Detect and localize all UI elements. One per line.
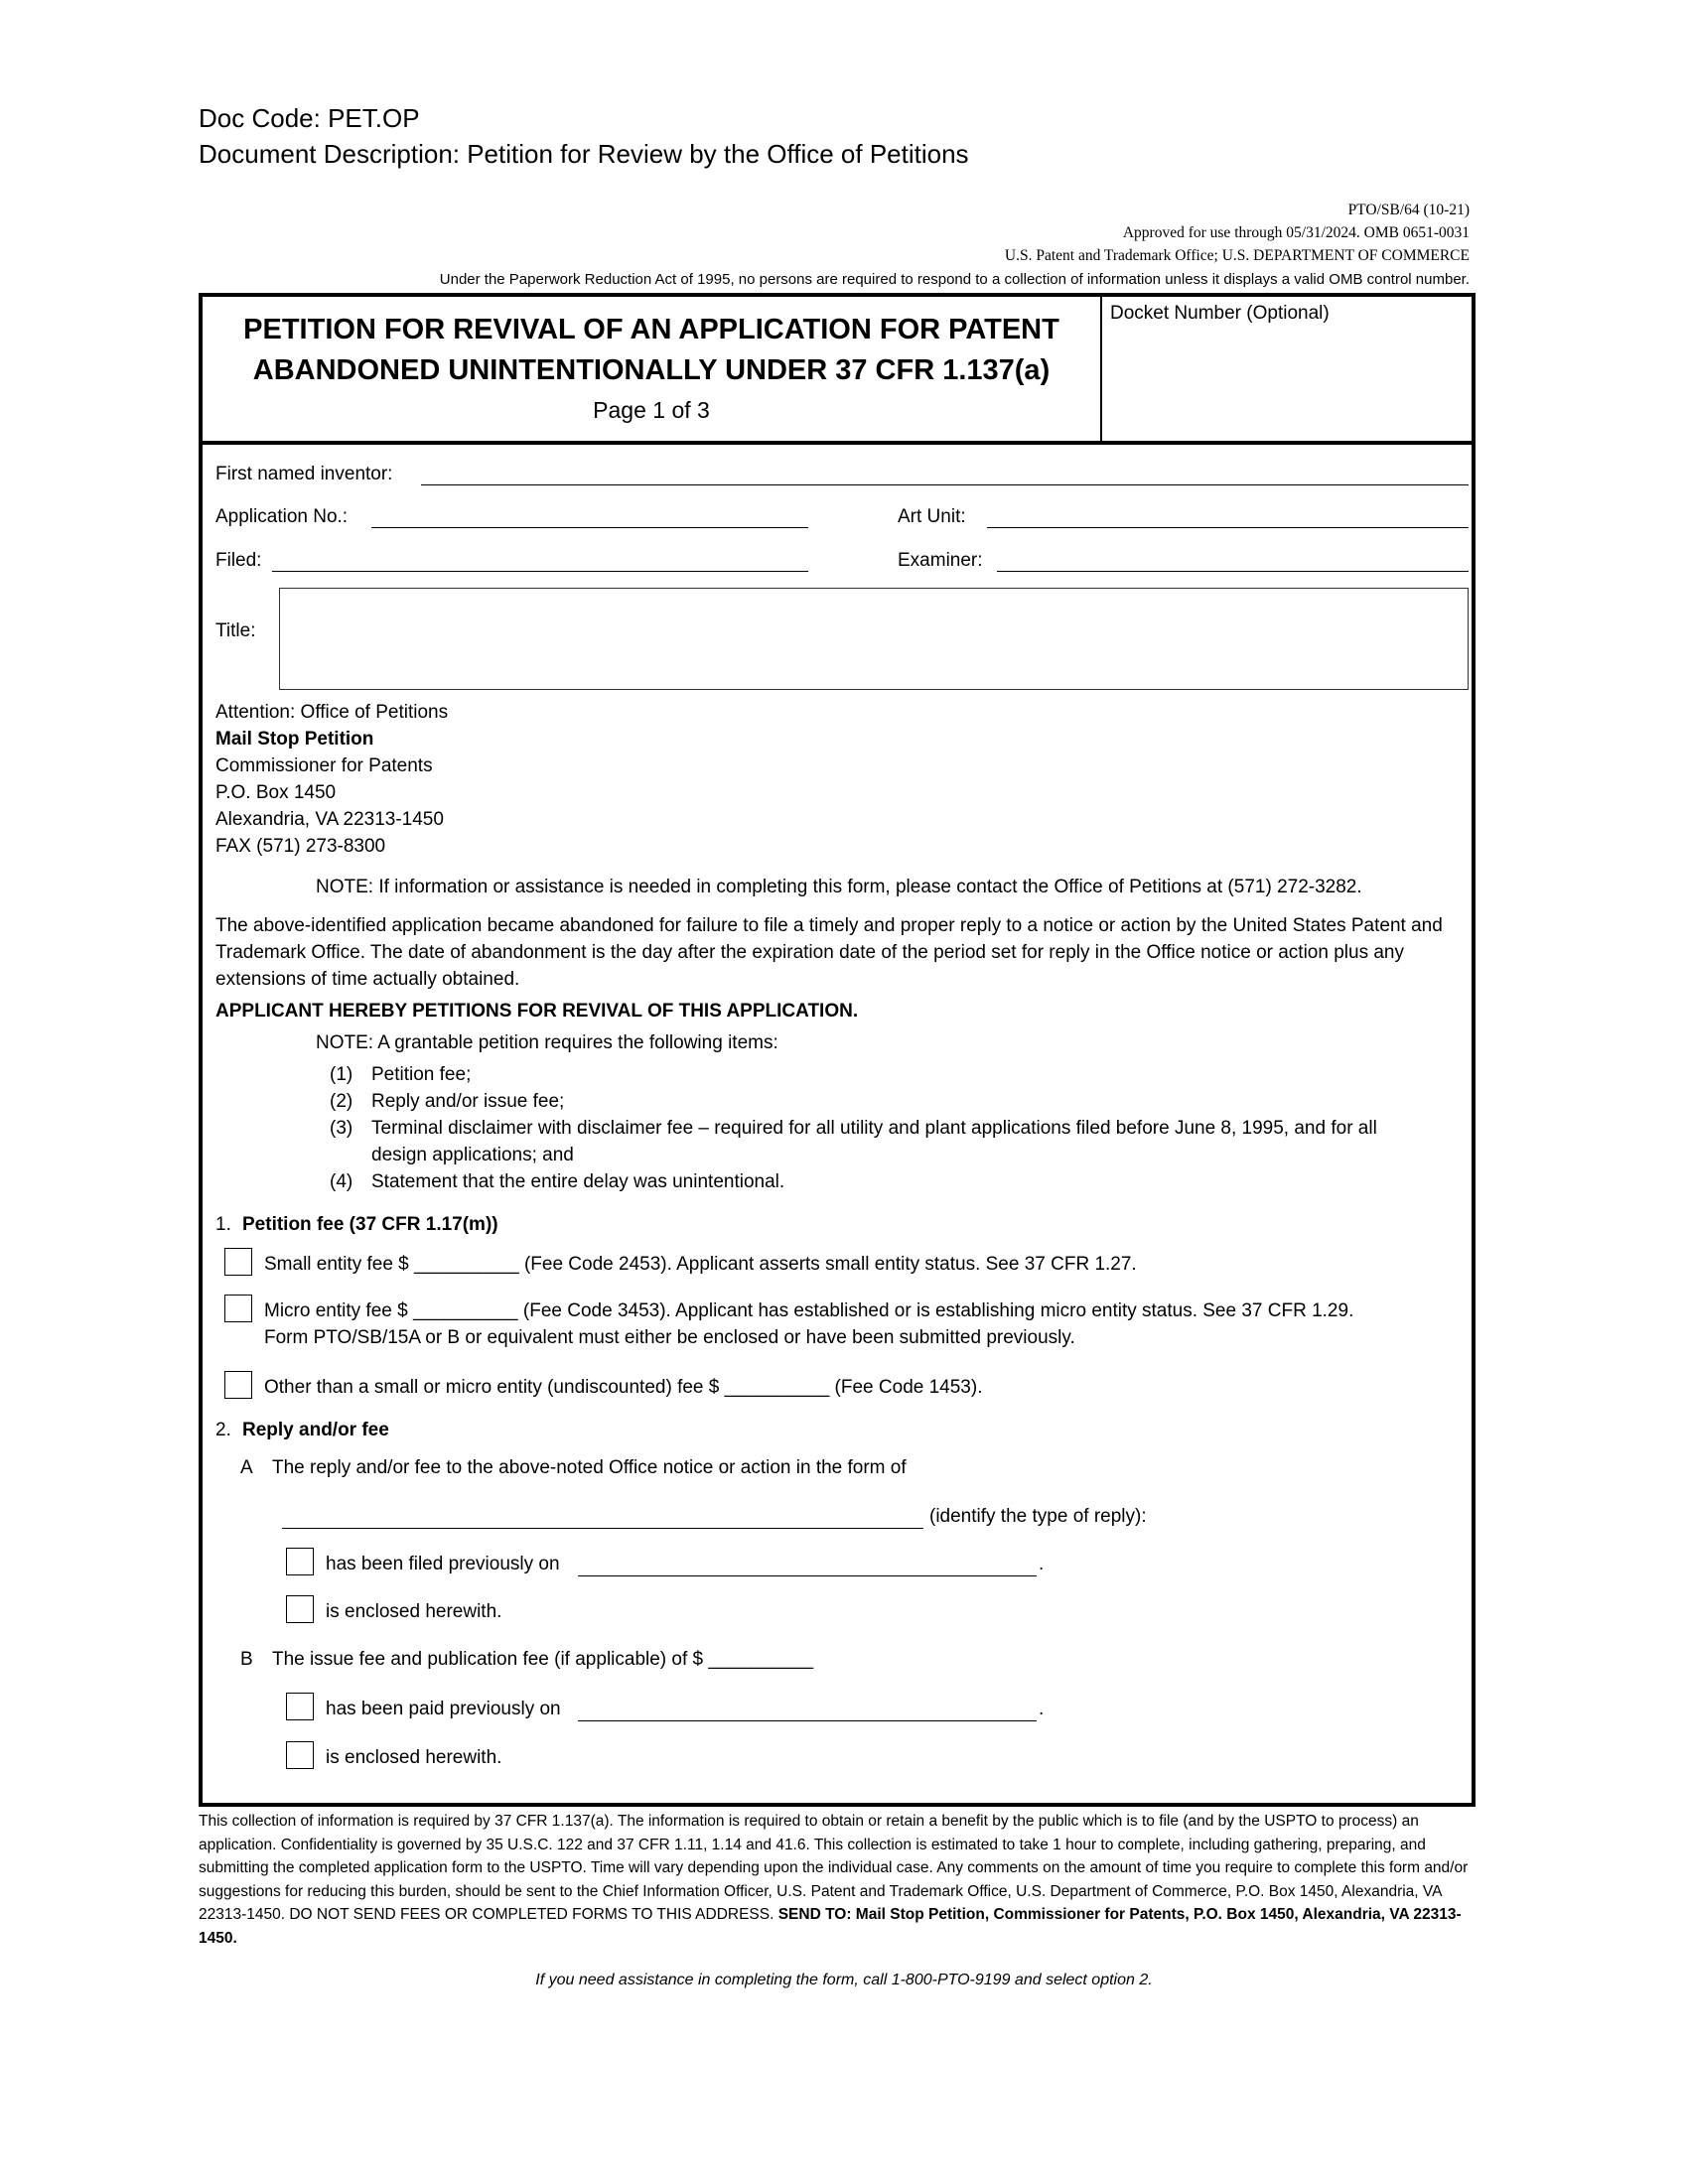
requirement-number: (2)	[330, 1091, 353, 1112]
reply-filed-checkbox[interactable]	[286, 1548, 314, 1575]
burden-text: This collection of information is required by 37 CFR 1.137(a). The information is required to obtain or retain a benefit by the public which is to file (and by the USPTO to process) an application. Confidentiality is governed by 35 U.S.C. 122 and 37 CFR 1.11, 1.14 and 41.6. This collection is estimated to take 1 hour to complete, including gathering, preparing, and submitting the completed application form to the USPTO. Time will vary depending upon the individual case. Any comments on the amount of time you require to complete this form and/or suggestions for reducing this burden, should be sent to the Chief Information Officer, U.S. Patent and Trademark Office, U.S. Department of Commerce, P.O. Box 1450, Alexandria, VA 22313-1450. DO NOT SEND FEES OR COMPLETED FORMS TO THIS ADDRESS.	[199, 1813, 1469, 1923]
art-unit-label: Art Unit:	[898, 506, 966, 527]
commissioner: Commissioner for Patents	[215, 755, 433, 776]
inventor-field[interactable]	[421, 484, 1469, 485]
requirement-number: (3)	[330, 1118, 353, 1139]
form-title-cell	[203, 297, 1102, 441]
reply-b-text: The issue fee and publication fee (if applicable) of $ __________	[272, 1649, 814, 1670]
section1-title: Petition fee (37 CFR 1.17(m))	[242, 1214, 498, 1235]
send-to-address: SEND TO: Mail Stop Petition, Commissioner for Patents, P.O. Box 1450, Alexandria, VA 22313-1450.	[199, 1906, 1462, 1947]
reply-a-letter: A	[240, 1457, 253, 1478]
petition-heading: APPLICANT HEREBY PETITIONS FOR REVIVAL OF THIS APPLICATION.	[215, 1001, 859, 1022]
requirement-number: (1)	[330, 1064, 353, 1085]
agency-label: U.S. Patent and Trademark Office; U.S. DEPARTMENT OF COMMERCE	[1004, 247, 1470, 264]
reply-b-letter: B	[240, 1649, 253, 1670]
requirement-text: Reply and/or issue fee;	[371, 1091, 565, 1112]
section2-number: 2.	[215, 1420, 231, 1440]
assistance-note: If you need assistance in completing the form, call 1-800-PTO-9199 and select option 2.	[535, 1972, 1153, 1988]
form-title-line2: ABANDONED UNINTENTIONALLY UNDER 37 CFR 1.137(a)	[252, 354, 1051, 386]
issue-fee-enclosed-checkbox[interactable]	[286, 1741, 314, 1769]
small-entity-checkbox[interactable]	[224, 1248, 252, 1276]
micro-entity-form-note: Form PTO/SB/15A or B or equivalent must either be enclosed or have been submitted previously.	[264, 1327, 1075, 1348]
contact-note: NOTE: If information or assistance is needed in completing this form, please contact the Office of Petitions at (571) 272-3282.	[316, 877, 1362, 897]
requirement-text-continued: design applications; and	[371, 1145, 574, 1165]
form-title-line1: PETITION FOR REVIVAL OF AN APPLICATION FOR PATENT	[243, 314, 1059, 345]
doc-code: Doc Code: PET.OP	[199, 103, 420, 133]
micro-entity-fee-text: Micro entity fee $ __________ (Fee Code 3453). Applicant has established or is establishing micro entity status. See 37 CFR 1.29.	[264, 1300, 1354, 1321]
docket-number-field[interactable]	[1110, 337, 1463, 431]
requirement-text: Statement that the entire delay was unintentional.	[371, 1171, 785, 1192]
abandonment-paragraph: The above-identified application became abandoned for failure to file a timely and proper reply to a notice or action by the United States Patent and Trademark Office. The date of abandonment is the day after the expiration date of the period set for reply in the Office notice or action plus any extensions of time actually obtained.	[215, 915, 1443, 990]
form-number: PTO/SB/64 (10-21)	[1347, 202, 1470, 218]
micro-entity-checkbox[interactable]	[224, 1295, 252, 1322]
period: .	[1039, 1554, 1045, 1574]
requirement-text: Petition fee;	[371, 1064, 472, 1085]
doc-description: Document Description: Petition for Review by the Office of Petitions	[199, 139, 969, 169]
reply-enclosed-checkbox[interactable]	[286, 1595, 314, 1623]
filed-field[interactable]	[272, 571, 808, 572]
omb-approval: Approved for use through 05/31/2024. OMB 0651-0031	[1122, 224, 1470, 241]
examiner-label: Examiner:	[898, 550, 983, 571]
identify-reply-label: (identify the type of reply):	[929, 1506, 1147, 1527]
reply-type-field[interactable]	[282, 1528, 923, 1529]
reply-filed-label: has been filed previously on	[326, 1554, 560, 1574]
application-no-field[interactable]	[371, 527, 808, 528]
requirements-note: NOTE: A grantable petition requires the following items:	[316, 1032, 778, 1053]
issue-fee-enclosed-label: is enclosed herewith.	[326, 1747, 502, 1768]
period: .	[1039, 1699, 1045, 1719]
small-entity-fee-text: Small entity fee $ __________ (Fee Code 2453). Applicant asserts small entity status. See 37 CFR 1.27.	[264, 1254, 1137, 1275]
reply-a-text: The reply and/or fee to the above-noted Office notice or action in the form of	[272, 1457, 907, 1478]
section1-number: 1.	[215, 1214, 231, 1235]
paperwork-notice: Under the Paperwork Reduction Act of 1995, no persons are required to respond to a collection of information unless it displays a valid OMB control number.	[439, 271, 1470, 288]
requirement-number: (4)	[330, 1171, 353, 1192]
form-box	[199, 293, 1476, 1807]
art-unit-field[interactable]	[987, 527, 1469, 528]
po-box: P.O. Box 1450	[215, 782, 337, 803]
reply-enclosed-label: is enclosed herewith.	[326, 1601, 502, 1622]
issue-fee-paid-label: has been paid previously on	[326, 1699, 561, 1719]
inventor-label: First named inventor:	[215, 464, 393, 484]
title-field[interactable]	[279, 588, 1469, 690]
title-label: Title:	[215, 620, 256, 641]
filed-label: Filed:	[215, 550, 262, 571]
docket-number-label: Docket Number (Optional)	[1110, 303, 1330, 324]
undiscounted-fee-text: Other than a small or micro entity (undiscounted) fee $ __________ (Fee Code 1453).	[264, 1377, 983, 1398]
undiscounted-fee-checkbox[interactable]	[224, 1371, 252, 1399]
application-no-label: Application No.:	[215, 506, 349, 527]
attention-line: Attention: Office of Petitions	[215, 702, 449, 723]
mail-stop: Mail Stop Petition	[215, 729, 374, 750]
reply-filed-date-field[interactable]	[578, 1575, 1037, 1576]
city-line: Alexandria, VA 22313-1450	[215, 809, 444, 830]
burden-statement	[199, 1810, 1489, 1950]
issue-fee-paid-checkbox[interactable]	[286, 1693, 314, 1720]
title-row	[203, 297, 1472, 445]
examiner-field[interactable]	[997, 571, 1469, 572]
requirement-text: Terminal disclaimer with disclaimer fee – required for all utility and plant applications filed before June 8, 1995, and for all	[371, 1118, 1377, 1139]
fax-line: FAX (571) 273-8300	[215, 836, 386, 857]
page-indicator: Page 1 of 3	[593, 397, 710, 423]
section2-title: Reply and/or fee	[242, 1420, 389, 1440]
issue-fee-date-field[interactable]	[578, 1720, 1037, 1721]
